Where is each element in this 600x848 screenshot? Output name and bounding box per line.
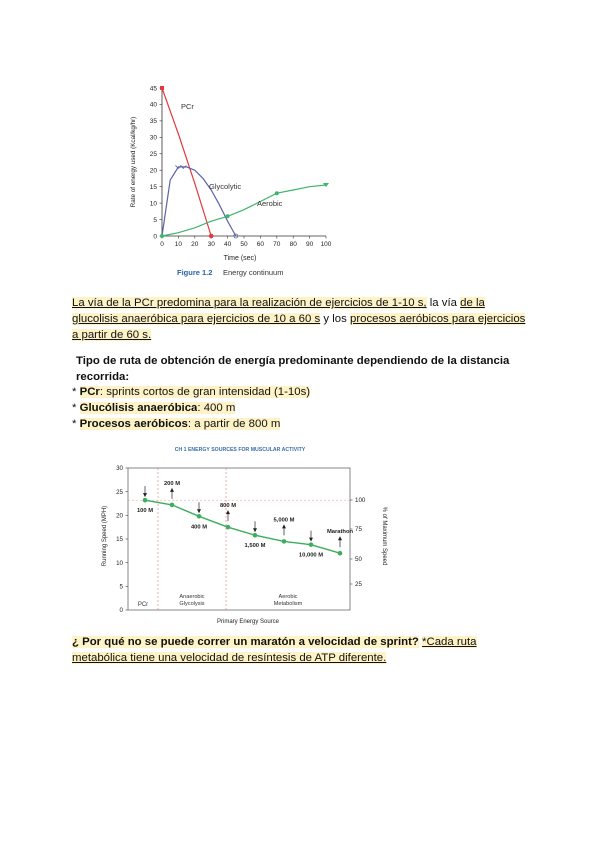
label-arrowhead: [282, 524, 286, 528]
y-tick-label: 35: [149, 118, 157, 126]
right-tick-label: 50: [355, 556, 362, 564]
y-tick-label: 10: [116, 559, 123, 567]
x-tick-label: 0: [160, 241, 164, 248]
aerobic-point: [226, 214, 230, 218]
speed-point: [338, 551, 343, 556]
region-label: PCr: [137, 602, 149, 608]
distance-label: 10,000 M: [298, 552, 324, 559]
distance-label: 1,500 M: [244, 543, 266, 550]
y-tick-label: 0: [119, 607, 123, 615]
distance-label: 200 M: [163, 480, 181, 487]
question-text: ¿ Por qué no se puede correr un maratón a velocidad de sprint?: [72, 636, 419, 648]
region-label: Anaerobic: [179, 594, 205, 600]
closing-question: [72, 634, 532, 666]
y-tick-label: 25: [116, 488, 123, 496]
speed-point: [226, 525, 231, 530]
highlight-aerobic: procesos aeróbicos para ejercicios a partir de 60 s: [72, 313, 526, 341]
text-period: .: [147, 329, 152, 341]
figure-caption-number: Figure 1.2: [177, 268, 213, 277]
list-term: Glucólisis anaeróbica: [79, 402, 198, 414]
series-line-aerobic: [162, 185, 326, 236]
x-tick-label: 30: [207, 241, 215, 248]
chart-title: CH 1 ENERGY SOURCES FOR MUSCULAR ACTIVITY: [174, 447, 306, 453]
section-heading: Tipo de ruta de obtención de energía predominante dependiendo de la distancia recorrida:: [76, 355, 510, 383]
distance-label: Marathon: [326, 529, 354, 536]
list-item: * Glucólisis anaeróbica: 400 m: [72, 402, 236, 414]
distance-label: 100 M: [136, 508, 154, 515]
distance-label: 400 M: [190, 524, 208, 531]
label-arrowhead: [226, 510, 230, 514]
y-tick-label: 20: [116, 512, 123, 520]
pcr-start-marker: [160, 86, 164, 90]
list-item: * Procesos aeróbicos: a partir de 800 m: [72, 418, 281, 430]
x-axis-label: Time (sec): [223, 255, 257, 262]
chart-frame: [128, 468, 350, 610]
y-tick-label: 0: [153, 233, 157, 241]
region-label: Glycolysis: [179, 601, 205, 607]
x-tick-label: 10: [174, 241, 183, 248]
speed-point: [197, 514, 202, 519]
pcr-end-marker: [209, 234, 214, 239]
right-tick-label: 25: [355, 581, 362, 589]
y-axis-label: Rate of energy used (Kcal/kg/hr): [130, 116, 137, 208]
list-value: a partir de 800 m: [194, 418, 281, 430]
y-tick-label: 45: [149, 85, 157, 93]
right-tick-label: 100: [355, 497, 366, 505]
x-tick-label: 90: [305, 241, 314, 248]
label-arrowhead: [253, 528, 257, 532]
series-label-pcr: PCr: [181, 102, 194, 111]
label-arrowhead: [143, 493, 147, 497]
y-tick-label: 10: [149, 200, 157, 208]
energy-continuum-chart: [125, 72, 340, 287]
y-tick-label: 20: [149, 167, 157, 175]
distance-label: 800 M: [219, 503, 237, 510]
energy-sources-chart: [98, 440, 398, 630]
speed-point: [170, 503, 175, 508]
text-connector-2: y los: [320, 313, 350, 325]
text-connector-1: la vía: [426, 297, 461, 309]
x-tick-label: 20: [191, 241, 199, 248]
list-item: * PCr: sprints cortos de gran intensidad (1-10s): [72, 386, 311, 398]
speed-point: [143, 498, 148, 503]
speed-point: [253, 533, 258, 538]
x-tick-label: 70: [273, 241, 281, 248]
answer-text: *Cada ruta metabólica tiene una velocidad de resíntesis de ATP diferente.: [72, 636, 477, 664]
x-tick-label: 80: [289, 241, 297, 248]
chart-series: [137, 481, 354, 559]
y-axis-label: Running Speed (MPH): [102, 505, 108, 567]
series-label-aerobic: Aerobic: [257, 199, 283, 208]
x-tick-label: 60: [256, 241, 265, 248]
y-tick-label: 25: [149, 151, 157, 159]
list-value: 400 m: [203, 402, 236, 414]
chart-ticks: [116, 465, 366, 614]
label-arrowhead: [197, 509, 201, 513]
energy-route-list: [72, 384, 532, 432]
list-term: PCr: [79, 386, 100, 398]
region-label: Aerobic: [278, 594, 298, 600]
plot-border: [128, 468, 350, 610]
right-axis-label: % of Maximum Speed: [381, 506, 387, 566]
y-tick-label: 5: [119, 583, 123, 591]
x-tick-label: 40: [223, 241, 232, 248]
label-arrowhead: [338, 536, 342, 540]
y-tick-label: 40: [149, 101, 157, 109]
aerobic-point: [160, 234, 164, 238]
label-arrowhead: [170, 488, 174, 492]
highlight-pcr: La vía de la PCr predomina para la realización de ejercicios de 1-10 s,: [72, 297, 427, 309]
figure-caption-text: Energy continuum: [223, 268, 284, 277]
region-label: Metabolism: [273, 601, 303, 607]
speed-point: [282, 539, 287, 544]
list-value: sprints cortos de gran intensidad (1-10s): [106, 386, 311, 398]
series-label-glycolytic: Glycolytic: [209, 182, 242, 191]
x-tick-label: 50: [240, 241, 248, 248]
y-tick-label: 15: [116, 536, 123, 544]
right-tick-label: 75: [355, 526, 362, 534]
list-term: Procesos aeróbicos: [79, 418, 188, 430]
highlight-glycolysis: de la glucolisis anaeróbica para ejercicios de 10 a 60 s: [72, 297, 485, 325]
y-tick-label: 15: [149, 183, 157, 191]
aerobic-point: [275, 191, 279, 195]
x-tick-label: 100: [320, 241, 332, 248]
y-tick-label: 30: [116, 465, 123, 473]
label-arrowhead: [309, 538, 313, 542]
y-tick-label: 30: [149, 134, 157, 142]
y-tick-label: 5: [153, 216, 157, 224]
distance-label: 5,000 M: [273, 517, 295, 524]
paragraph-energy-pathways: [72, 295, 532, 343]
speed-point: [309, 542, 314, 547]
x-axis-label: Primary Energy Source: [216, 619, 280, 625]
